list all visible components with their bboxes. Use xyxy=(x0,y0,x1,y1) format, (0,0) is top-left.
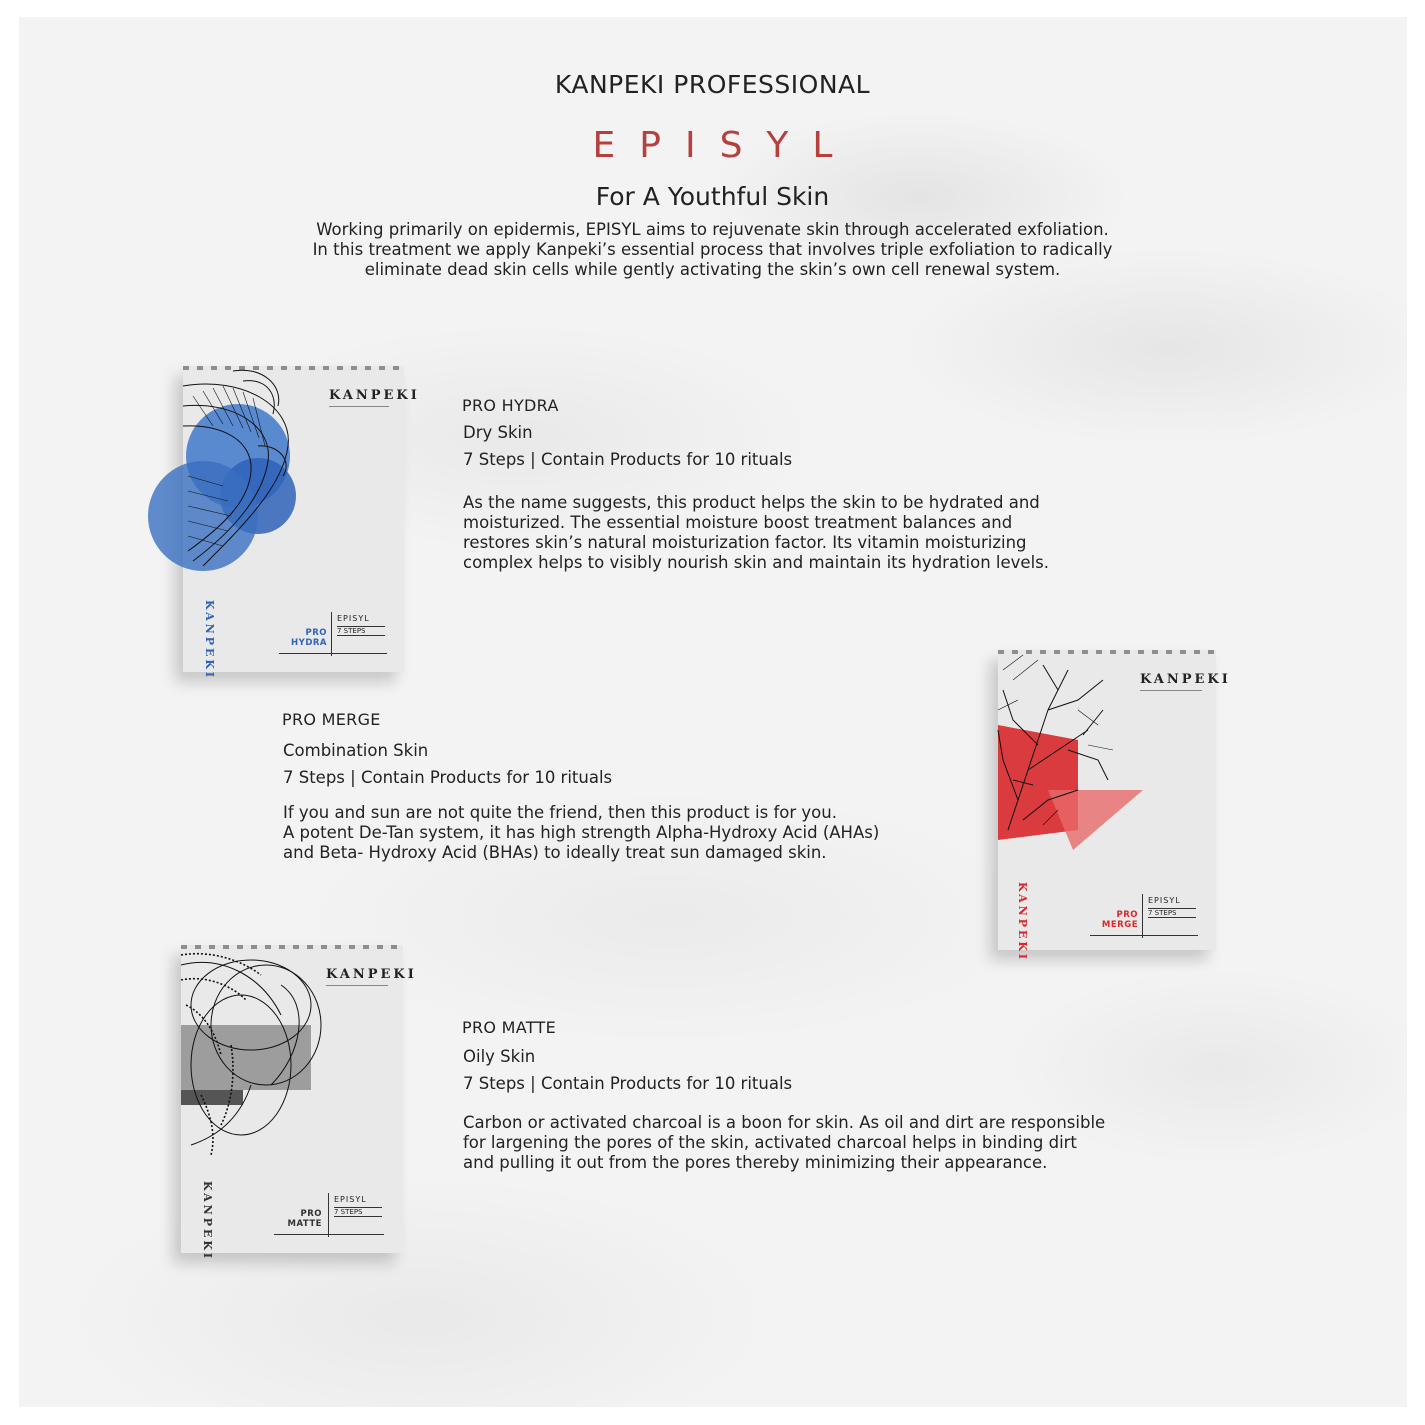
box-steps-label: 7 STEPS xyxy=(334,1207,382,1217)
box-series-label: EPISYL xyxy=(337,614,370,623)
box-variant-line: PRO xyxy=(300,1209,322,1219)
description-line: restores skin’s natural moisturization factor. Its vitamin moisturizing xyxy=(463,533,1027,552)
product-info-pro-hydra xyxy=(462,396,1049,573)
description-line: moisturized. The essential moisture boost treatment balances and xyxy=(463,513,1013,532)
product-description xyxy=(282,803,879,863)
box-logo: KANPEKI xyxy=(1140,672,1231,687)
description-line: A potent De-Tan system, it has high strength Alpha-Hydroxy Acid (AHAs) xyxy=(283,823,880,842)
intro-line: eliminate dead skin cells while gently activating the skin’s own cell renewal system. xyxy=(364,260,1061,279)
description-line: If you and sun are not quite the friend, then this product is for you. xyxy=(283,803,837,822)
brand-heading: KANPEKI PROFESSIONAL xyxy=(554,70,871,99)
box-label-divider xyxy=(1142,894,1143,938)
description-line: and pulling it out from the pores thereby minimizing their appearance. xyxy=(463,1153,1048,1172)
box-series-label: EPISYL xyxy=(1148,896,1181,905)
box-logo-underline xyxy=(329,406,389,407)
merge-artwork xyxy=(998,650,1216,950)
product-name: PRO HYDRA xyxy=(462,396,559,415)
product-description xyxy=(462,1113,1105,1173)
product-box-pro-matte xyxy=(181,945,417,1262)
steps-info: 7 Steps | Contain Products for 10 rituals xyxy=(283,768,613,787)
box-variant-label xyxy=(274,1209,322,1229)
box-vertical-logo: KANPEKI xyxy=(203,600,216,681)
product-description xyxy=(462,493,1049,573)
description-line: complex helps to visibly nourish skin and maintain its hydration levels. xyxy=(463,553,1049,572)
box-logo: KANPEKI xyxy=(326,967,417,982)
box-variant-line: PRO xyxy=(1116,910,1138,920)
intro-paragraph xyxy=(0,220,1425,280)
intro-line: In this treatment we apply Kanpeki’s essential process that involves triple exfoliation to radically xyxy=(312,240,1113,259)
box-variant-line: MATTE xyxy=(287,1219,322,1229)
description-line: Carbon or activated charcoal is a boon for skin. As oil and dirt are responsible xyxy=(463,1113,1106,1132)
box-steps-label: 7 STEPS xyxy=(337,626,385,636)
box-logo-underline xyxy=(1140,690,1202,691)
skin-type: Combination Skin xyxy=(283,741,429,760)
box-variant-line: HYDRA xyxy=(291,638,327,648)
product-box-pro-merge xyxy=(998,650,1231,963)
box-vertical-logo: KANPEKI xyxy=(201,1181,214,1262)
box-label-underline xyxy=(1090,935,1198,936)
intro-line: Working primarily on epidermis, EPISYL aims to rejuvenate skin through accelerated exfoliation. xyxy=(316,220,1109,239)
product-info-pro-matte xyxy=(462,1018,1105,1173)
box-variant-line: PRO xyxy=(305,628,327,638)
product-name: PRO MATTE xyxy=(462,1018,557,1037)
steps-info: 7 Steps | Contain Products for 10 rituals xyxy=(463,450,793,469)
box-vertical-logo: KANPEKI xyxy=(1016,882,1029,963)
box-logo: KANPEKI xyxy=(329,388,420,403)
box-label-underline xyxy=(279,653,387,654)
product-line-title: EPISYL xyxy=(592,125,857,166)
skin-type: Oily Skin xyxy=(463,1047,536,1066)
steps-info: 7 Steps | Contain Products for 10 rituals xyxy=(463,1074,793,1093)
box-label-divider xyxy=(331,612,332,656)
description-line: and Beta- Hydroxy Acid (BHAs) to ideally treat sun damaged skin. xyxy=(283,843,827,862)
box-label-underline xyxy=(274,1234,384,1235)
box-label-divider xyxy=(328,1193,329,1237)
box-steps-label: 7 STEPS xyxy=(1148,908,1196,918)
tagline: For A Youthful Skin xyxy=(595,182,830,211)
description-line: for largening the pores of the skin, activated charcoal helps in binding dirt xyxy=(463,1133,1077,1152)
box-variant-label xyxy=(1090,910,1138,930)
description-line: As the name suggests, this product helps the skin to be hydrated and xyxy=(463,493,1040,512)
box-series-label: EPISYL xyxy=(334,1195,367,1204)
skin-type: Dry Skin xyxy=(463,423,533,442)
box-variant-line: MERGE xyxy=(1101,920,1138,930)
box-variant-label xyxy=(279,628,327,648)
product-box-pro-hydra xyxy=(183,366,420,681)
box-logo-underline xyxy=(326,985,388,986)
product-info-pro-merge xyxy=(282,710,879,863)
product-name: PRO MERGE xyxy=(282,710,381,729)
